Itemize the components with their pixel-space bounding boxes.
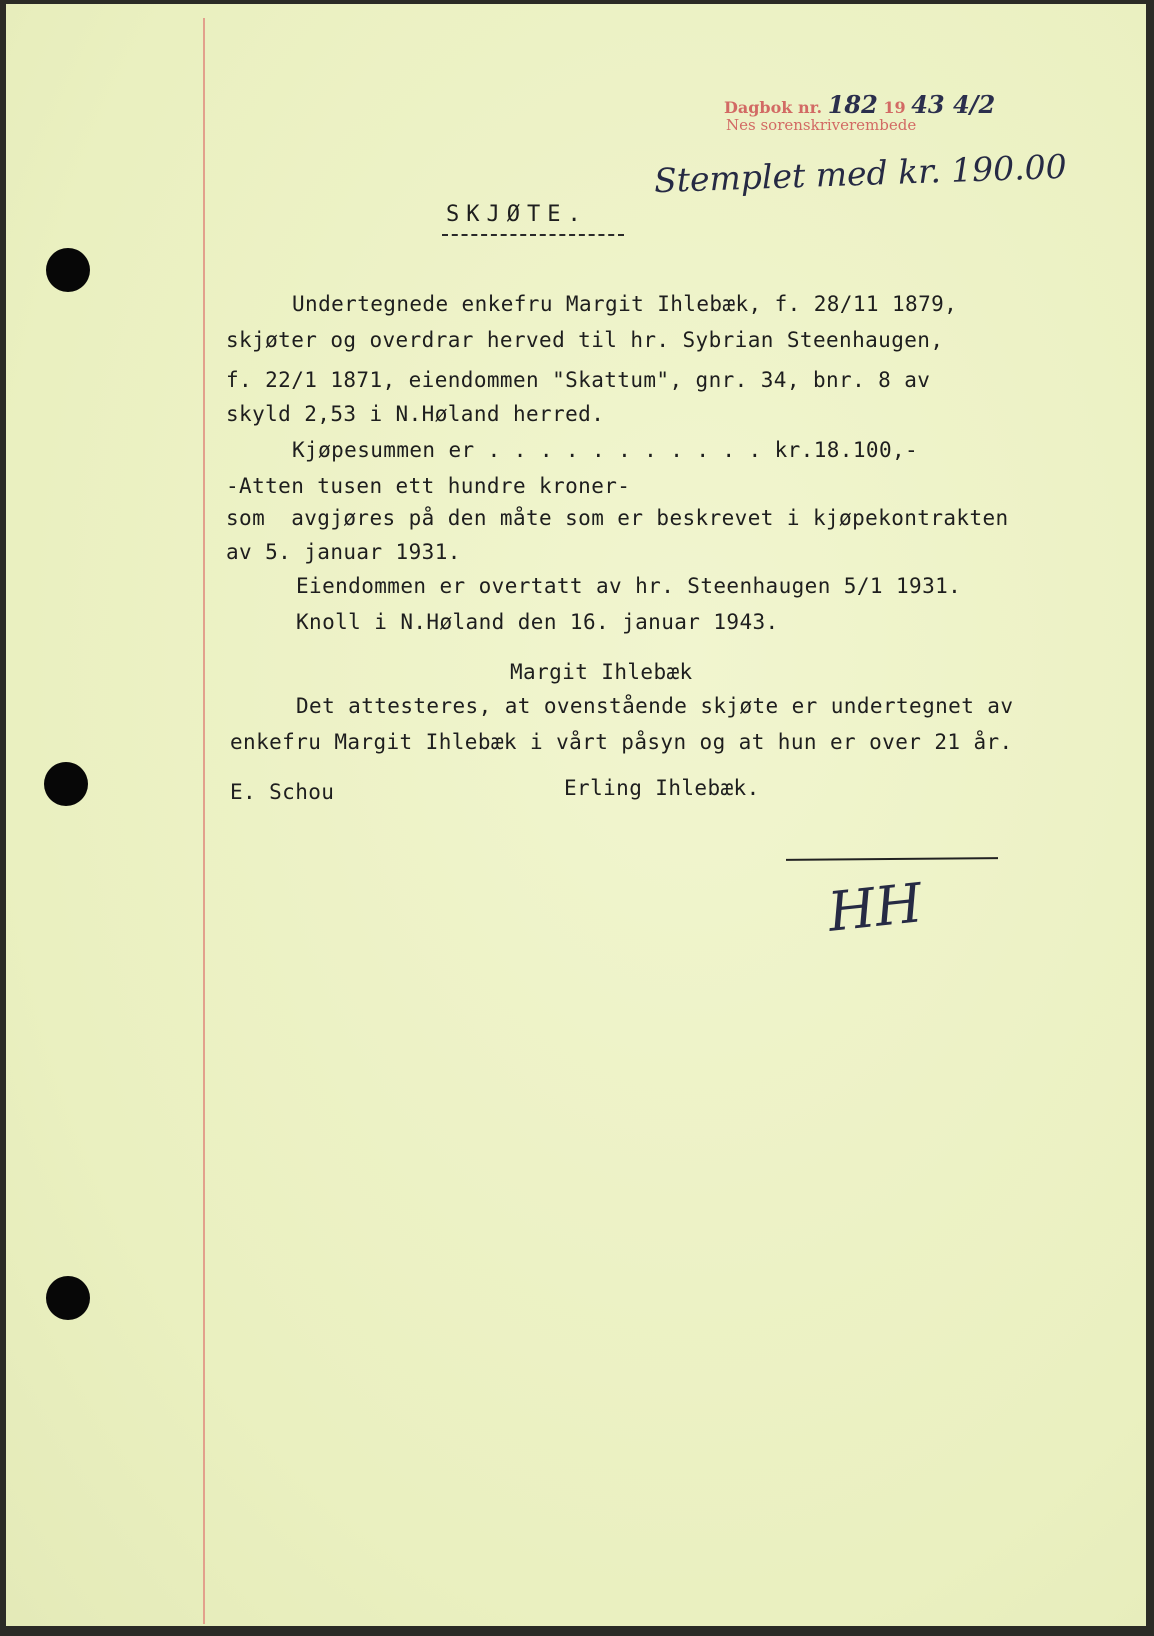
punch-hole-bottom (46, 1276, 90, 1320)
registry-stamp-line2: Nes sorenskriverembede (726, 116, 917, 134)
body-line-9: Eiendommen er overtatt av hr. Steenhaugen 5/1 1931. (296, 574, 962, 598)
body-line-10: Knoll i N.Høland den 16. januar 1943. (296, 610, 779, 634)
signature-margit: Margit Ihlebæk (510, 660, 693, 684)
body-line-5: Kjøpesummen er . . . . . . . . . . . kr.18.100,- (292, 438, 919, 462)
body-line-3: f. 22/1 1871, eiendommen "Skattum", gnr. 34, bnr. 8 av (226, 368, 931, 392)
body-line-7: som avgjøres på den måte som er beskrevet i kjøpekontrakten (226, 506, 1009, 530)
stamp-date: 43 4/2 (911, 90, 996, 119)
body-line-2: skjøter og overdrar herved til hr. Sybrian Steenhaugen, (226, 328, 944, 352)
title-underline (442, 234, 624, 236)
body-line-6: -Atten tusen ett hundre kroner- (226, 474, 631, 498)
stamp-year-prefix: 19 (883, 98, 906, 117)
registry-stamp-line1 (724, 90, 995, 119)
witness-left: E. Schou (230, 780, 335, 804)
fee-note: Stemplet med kr. 190.00 (653, 146, 1068, 201)
punch-hole-middle (44, 762, 88, 806)
punch-hole-top (46, 248, 90, 292)
signature-line (786, 857, 998, 861)
stamp-number: 182 (827, 90, 878, 119)
attestation-line-2: enkefru Margit Ihlebæk i vårt påsyn og at hun er over 21 år. (230, 730, 1013, 754)
stamp-prefix: Dagbok nr. (724, 98, 823, 117)
attestation-line-1: Det attesteres, at ovenstående skjøte er undertegnet av (296, 694, 1014, 718)
witness-right: Erling Ihlebæk. (564, 776, 760, 800)
body-line-8: av 5. januar 1931. (226, 540, 461, 564)
document-page (6, 4, 1146, 1626)
handwritten-initials: HH (824, 871, 926, 944)
body-line-1: Undertegnede enkefru Margit Ihlebæk, f. 28/11 1879, (292, 292, 958, 316)
margin-rule (203, 18, 205, 1624)
document-title: SKJØTE. (446, 202, 588, 227)
body-line-4: skyld 2,53 i N.Høland herred. (226, 402, 605, 426)
